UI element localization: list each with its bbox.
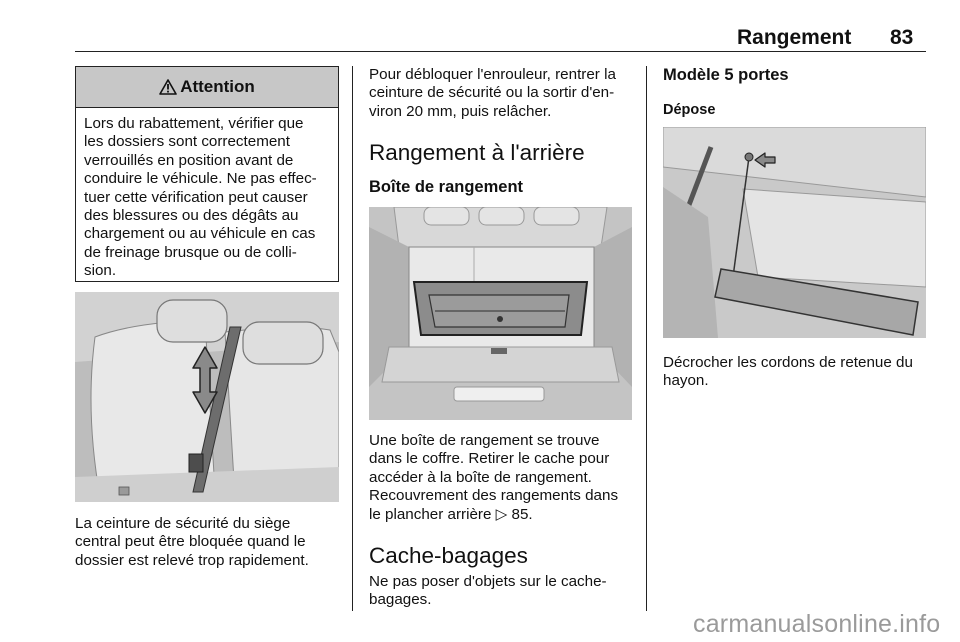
paragraph-line: viron 20 mm, puis relâcher. xyxy=(369,102,552,120)
attention-line: des blessures ou des dégâts au xyxy=(84,207,299,225)
attention-line: Lors du rabattement, vérifier que xyxy=(84,115,304,132)
attention-line: chargement ou au véhicule en cas xyxy=(84,225,316,243)
removal-paragraph xyxy=(663,354,913,391)
storage-box-illustration xyxy=(369,207,632,420)
seat-belt-illustration xyxy=(75,292,339,502)
heading-luggage-cover: Cache-bagages xyxy=(369,543,528,568)
paragraph-line: Recouvrement des rangements dans xyxy=(369,487,619,505)
seat-belt-caption xyxy=(75,515,309,570)
paragraph-line: Ne pas poser d'objets sur le cache- xyxy=(369,573,607,590)
retractor-paragraph xyxy=(369,66,616,121)
paragraph-line: Pour débloquer l'enrouleur, rentrer la xyxy=(369,66,616,83)
paragraph-line: dans le coffre. Retirer le cache pour xyxy=(369,450,610,468)
attention-line: les dossiers sont correctement xyxy=(84,133,290,151)
paragraph-line: Une boîte de rangement se trouve xyxy=(369,432,600,449)
luggage-cover-removal-illustration xyxy=(663,127,926,338)
heading-five-door-model: Modèle 5 portes xyxy=(663,66,789,84)
paragraph-line: bagages. xyxy=(369,591,432,609)
running-header-title: Rangement xyxy=(737,26,852,49)
attention-line: tuer cette vérification peut causer xyxy=(84,188,308,206)
attention-line: verrouillés en position avant de xyxy=(84,151,294,169)
luggage-cover-paragraph xyxy=(369,573,607,610)
attention-line: conduire le véhicule. Ne pas effec- xyxy=(84,170,317,188)
heading-removal: Dépose xyxy=(663,102,716,118)
page-number: 83 xyxy=(890,26,914,49)
caption-line: central peut être bloquée quand le xyxy=(75,533,306,551)
paragraph-line: ceinture de sécurité ou la sortir d'en- xyxy=(369,84,615,102)
warning-triangle-icon xyxy=(159,79,177,95)
caption-line: dossier est relevé trop rapidement. xyxy=(75,551,309,569)
paragraph-line: Décrocher les cordons de retenue du xyxy=(663,354,913,371)
paragraph-line: hayon. xyxy=(663,372,709,390)
column-divider-1 xyxy=(352,66,353,611)
caption-line: La ceinture de sécurité du siège xyxy=(75,515,291,532)
column-divider-2 xyxy=(646,66,647,611)
attention-title: Attention xyxy=(180,77,255,96)
attention-line: de freinage brusque ou de colli- xyxy=(84,243,297,261)
header-rule xyxy=(75,51,926,52)
attention-text xyxy=(76,108,338,281)
attention-header xyxy=(76,67,338,108)
paragraph-line: le plancher arrière ▷ 85. xyxy=(369,505,533,523)
site-watermark: carmanualsonline.info xyxy=(693,610,941,638)
attention-box xyxy=(75,66,339,282)
attention-line: sion. xyxy=(84,262,117,280)
heading-rear-storage: Rangement à l'arrière xyxy=(369,140,585,165)
paragraph-line: accéder à la boîte de rangement. xyxy=(369,468,592,486)
storage-box-paragraph xyxy=(369,432,618,524)
heading-storage-box: Boîte de rangement xyxy=(369,178,524,196)
